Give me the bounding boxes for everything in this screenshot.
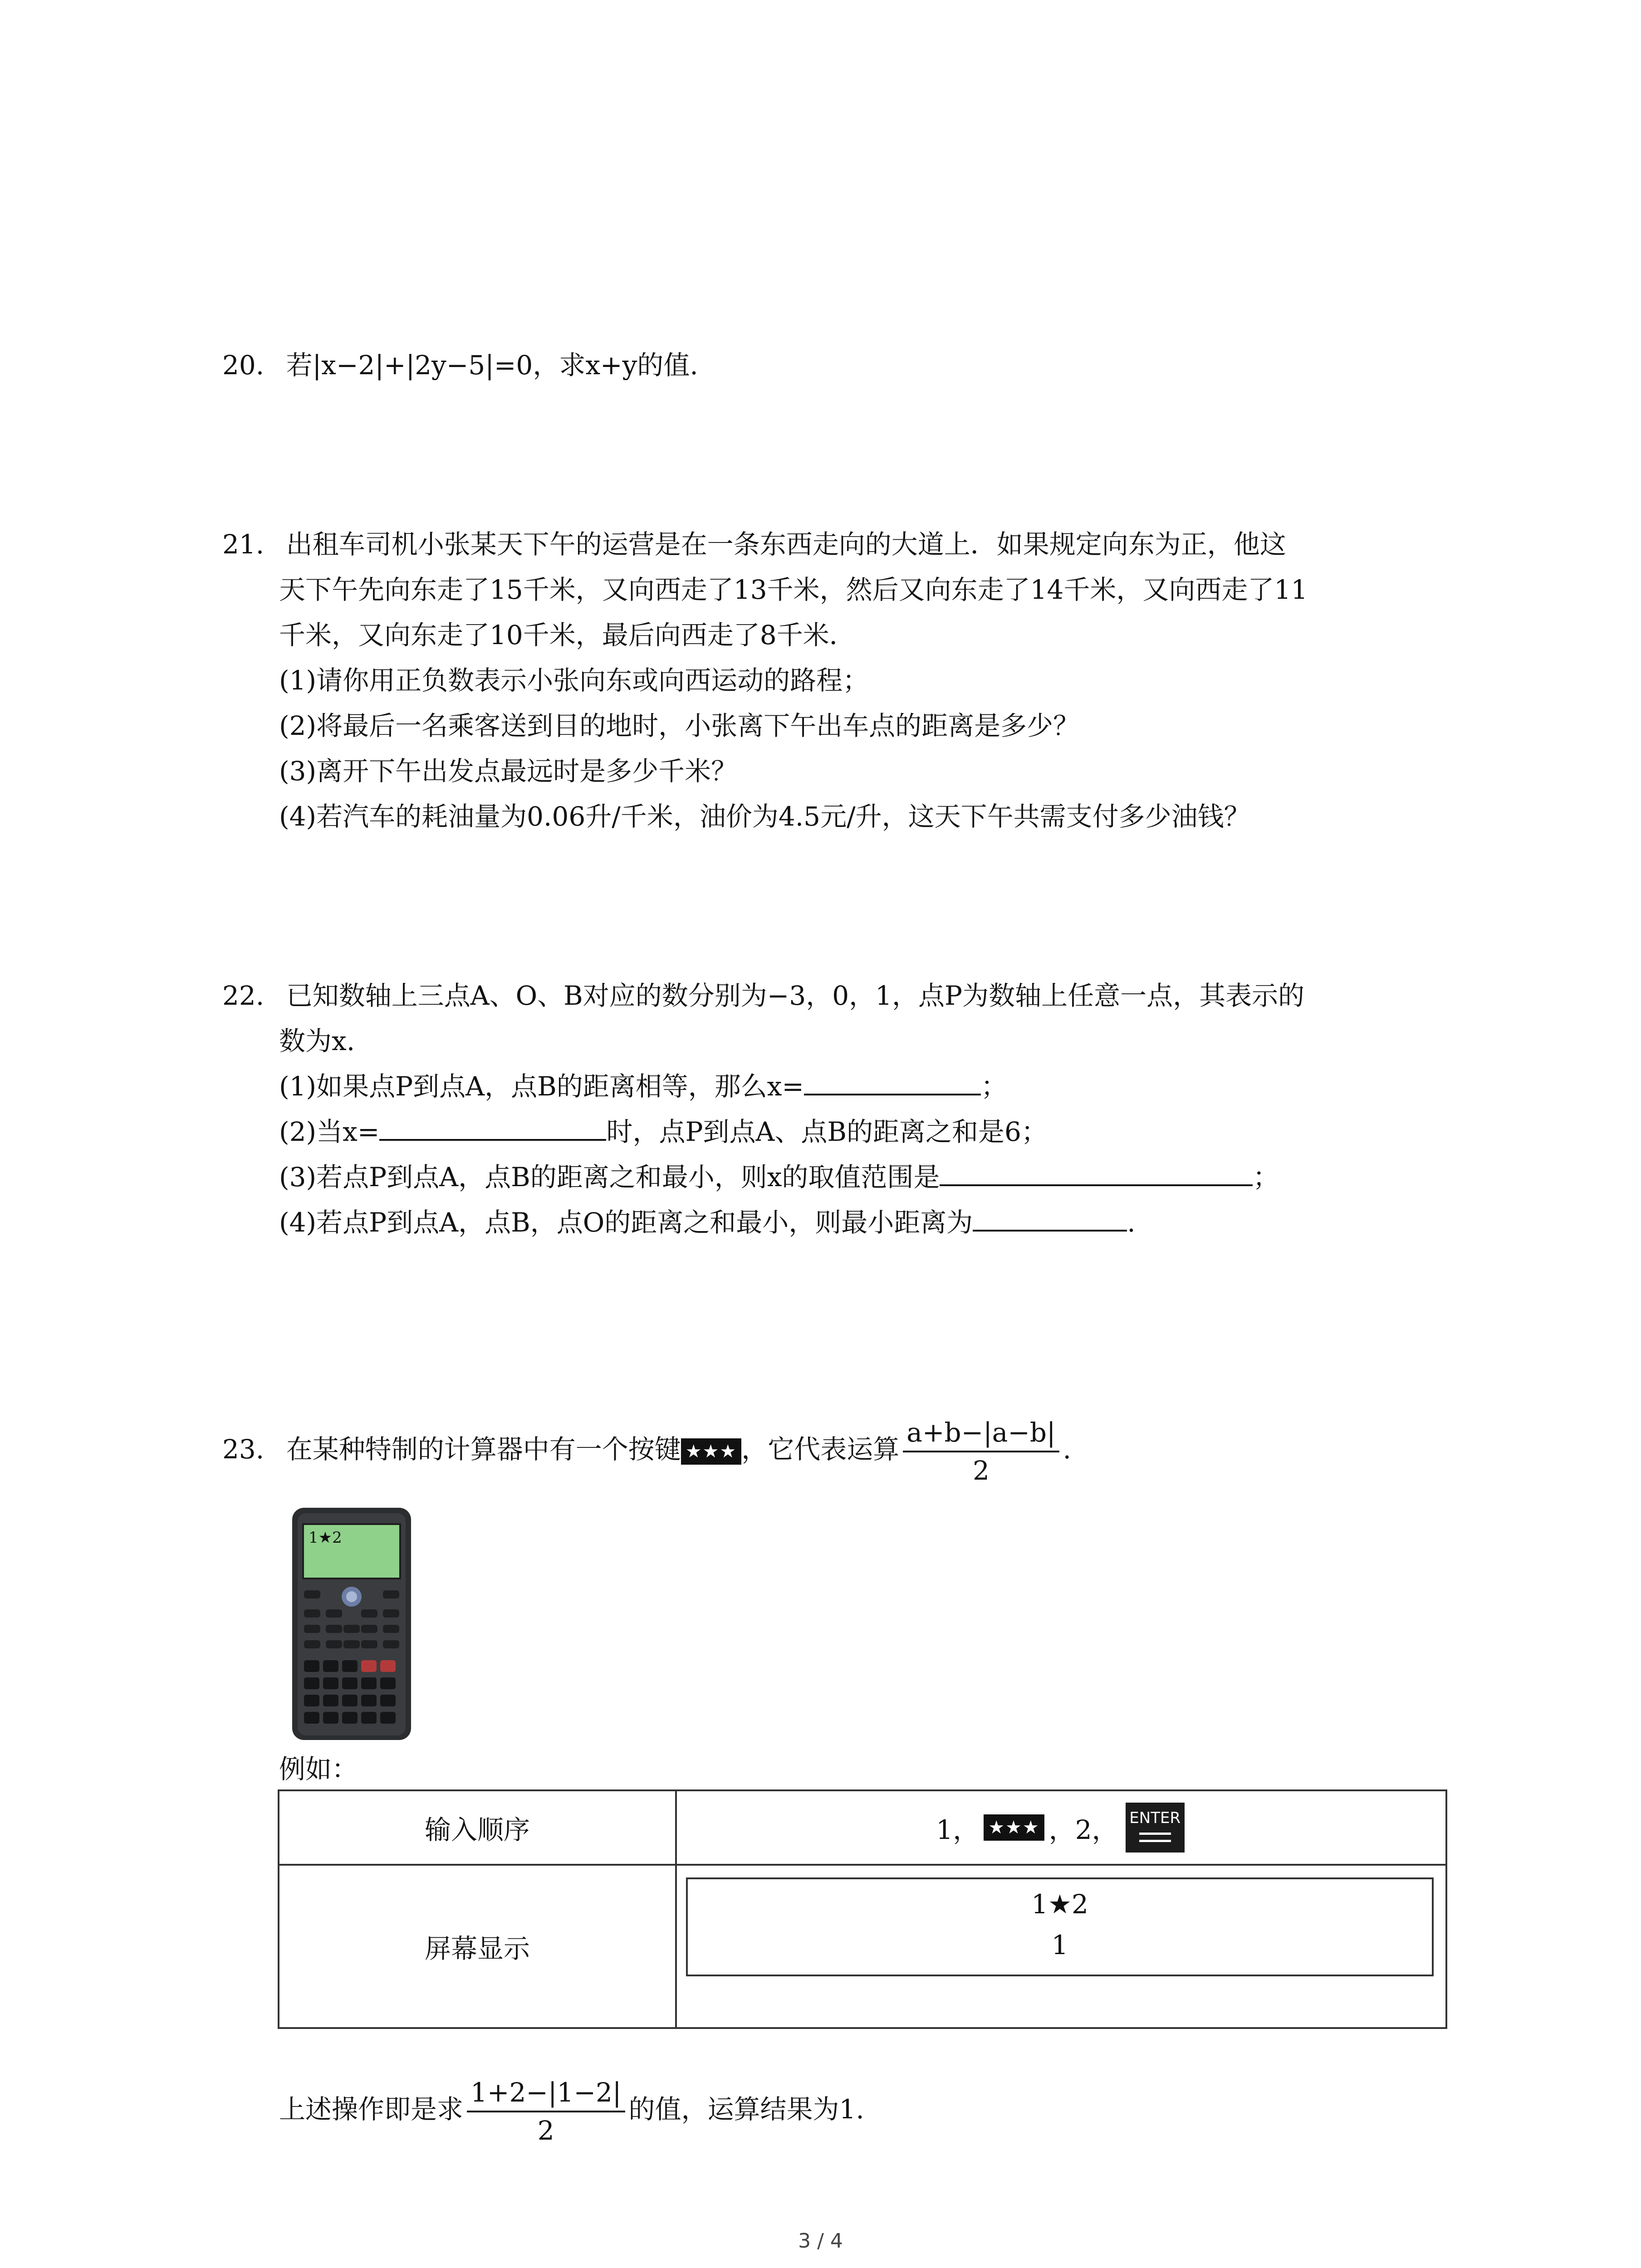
page-number: 3 / 4 xyxy=(798,2229,843,2253)
screen-line-1: 1★2 xyxy=(1031,1889,1088,1920)
calculator-image xyxy=(290,1506,413,1742)
q22-part-3: (3)若点P到点A，点B的距离之和最小，则x的取值范围是 ； xyxy=(279,1154,1304,1200)
q20-number: 20. xyxy=(222,350,265,381)
q21-part-4: (4)若汽车的耗油量为0.06升/千米，油价为4.5元/升，这天下午共需支付多少油钱？ xyxy=(279,801,1250,832)
example-label: 例如： xyxy=(279,1754,358,1784)
q22-part-2: (2)当x= 时，点P到点A、点B的距离之和是6； xyxy=(279,1109,1304,1154)
q21-part-2: (2)将最后一名乘客送到目的地时，小张离下午出车点的距离是多少？ xyxy=(279,710,1080,741)
q21-line-3: 千米，又向东走了10千米，最后向西走了8千米． xyxy=(279,620,856,650)
q21-line-2: 天下午先向东走了15千米，又向西走了13千米，然后又向东走了14千米，又向西走了11 xyxy=(279,574,1308,605)
calculator-screen-text: 1★2 xyxy=(309,1529,342,1547)
q22-number: 22. xyxy=(222,980,265,1011)
example-fraction: $\frac{1+2-|1-2|}{2}$ xyxy=(467,2074,625,2149)
answer-blank-4[interactable] xyxy=(973,1202,1127,1232)
q22 xyxy=(222,973,1304,1245)
q21-part-1: (1)请你用正负数表示小张向东或向西运动的路程； xyxy=(279,665,869,696)
star-key-icon: ★★★ xyxy=(984,1814,1044,1841)
answer-blank-2[interactable] xyxy=(379,1112,606,1141)
q21-number: 21. xyxy=(222,529,265,560)
example-table xyxy=(278,1789,1447,2029)
q22-intro-2: 数为x. xyxy=(279,1026,355,1056)
screen-display-label: 屏幕显示 xyxy=(424,1933,530,1964)
q21-line-1: 21. 出租车司机小张某天下午的运营是在一条东西走向的大道上．如果规定向东为正，他这 xyxy=(222,529,1286,560)
q23-number: 23. xyxy=(222,1434,265,1465)
input-sequence: 1， ★★★ ，2， ENTER xyxy=(677,1791,1444,1864)
input-order-label: 输入顺序 xyxy=(424,1814,530,1845)
q22-part-1: (1)如果点P到点A，点B的距离相等，那么x= ； xyxy=(279,1064,1304,1109)
screen-line-2: 1 xyxy=(1051,1930,1068,1960)
q23-conclusion: 上述操作即是求 $\frac{1+2-|1-2|}{2}$ 的值，运算结果为1. xyxy=(279,2068,864,2150)
q20 xyxy=(222,342,698,388)
q23-stem: 23. 在某种特制的计算器中有一个按键 ★★★ ，它代表运算 $\frac{a+b-|a-b|}{2}$ . xyxy=(222,1413,1071,1489)
q22-part-4: (4)若点P到点A，点B，点O的距离之和最小，则最小距离为 . xyxy=(279,1200,1304,1245)
q21 xyxy=(222,522,1308,839)
screen-display-box xyxy=(686,1877,1434,1976)
star-key-icon: ★★★ xyxy=(681,1438,742,1465)
operation-fraction: $\frac{a+b-|a-b|}{2}$ xyxy=(903,1414,1059,1489)
q20-text: 若|x−2|+|2y−5|=0，求x+y的值. xyxy=(286,350,698,381)
q21-part-3: (3)离开下午出发点最远时是多少千米？ xyxy=(279,756,738,787)
answer-blank-1[interactable] xyxy=(804,1066,981,1095)
answer-blank-3[interactable] xyxy=(940,1157,1253,1186)
enter-key-icon: ENTER xyxy=(1126,1803,1185,1853)
q22-intro-1: 22. 已知数轴上三点A、O、B对应的数分别为−3，0，1，点P为数轴上任意一点，其表示的 xyxy=(222,980,1305,1011)
